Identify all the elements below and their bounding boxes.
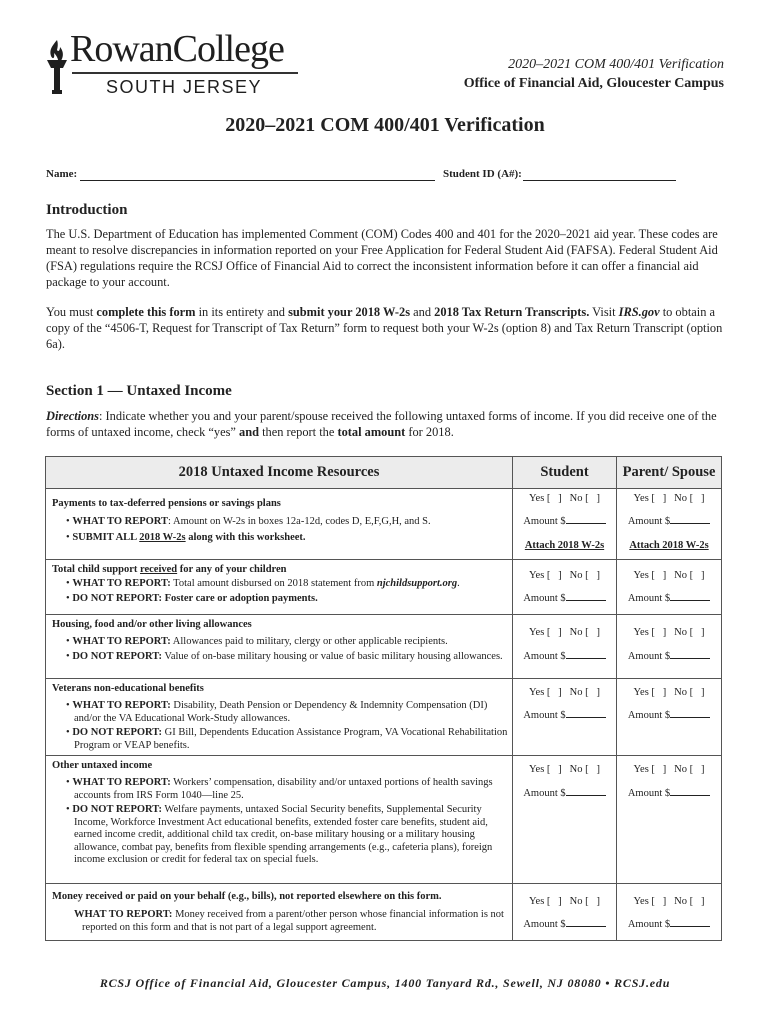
header-form-title: 2020–2021 COM 400/401 Verification (508, 57, 724, 72)
parent-amount[interactable]: Amount $ (617, 648, 721, 662)
student-amount[interactable]: Amount $ (513, 916, 616, 930)
parent-yes-no[interactable]: Yes [ ] No [ ] (633, 627, 705, 638)
parent-yes-no[interactable]: Yes [ ] No [ ] (633, 896, 705, 907)
table-row: Other untaxed income • WHAT TO REPORT: Workers’ compensation, disability and/or untaxed portions of health savings accounts from IRS Form 1040—line 25. • DO NOT REPORT: Welfare payments, untaxed Social Security benefits, Supplemental Security Income, Workforce Investment Act educational benefits, extended foster care benefits, student aid, earned income credit, additional child tax credit, on-base military housing or a military housing allowance, combat pay, benefits from flexible spending arrangements (e.g., cafeteria plans), foreign income exclusion or credit for federal tax on special fuels. Yes [ ] No [ ] Amount $ Yes [ ] No [ ] Amount $ (46, 756, 721, 884)
parent-yes-no[interactable]: Yes [ ] No [ ] (633, 493, 705, 504)
page-footer: RCSJ Office of Financial Aid, Gloucester Campus, 1400 Tanyard Rd., Sewell, NJ 08080 • RCSJ.edu (99, 976, 671, 990)
intro-heading: Introduction (46, 202, 128, 218)
name-field[interactable] (80, 180, 435, 181)
student-yes-no[interactable]: Yes [ ] No [ ] (529, 627, 600, 638)
page-title: 2020–2021 COM 400/401 Verification (225, 114, 545, 136)
section1-heading: Section 1 — Untaxed Income (46, 383, 232, 399)
student-amount[interactable]: Amount $ (513, 785, 616, 799)
col-parent-spouse: Parent/ Spouse (622, 464, 716, 480)
parent-amount[interactable]: Amount $ (617, 785, 721, 799)
parent-attach-note: Attach 2018 W-2s (629, 540, 709, 551)
table-row: Total child support received for any of your children • WHAT TO REPORT: Total amount disbursed on 2018 statement from njchildsupport.org. • DO NOT REPORT: Foster care or adoption payments. Yes [ ] No [ ] Amount $ Yes [ ] No [ ] Amount $ (46, 560, 721, 615)
parent-amount[interactable]: Amount $ (617, 513, 721, 527)
student-yes-no[interactable]: Yes [ ] No [ ] (529, 570, 600, 581)
parent-amount[interactable]: Amount $ (617, 916, 721, 930)
parent-yes-no[interactable]: Yes [ ] No [ ] (633, 764, 705, 775)
table-row: Veterans non-educational benefits • WHAT TO REPORT: Disability, Death Pension or Dependency & Indemnity Compensation (DI) and/or the VA Educational Work-Study allowances. • DO NOT REPORT: GI Bill, Dependents Education Assistance Program, VA Vocational Rehabilitation Program or VEAP benefits. Yes [ ] No [ ] Amount $ Yes [ ] No [ ] Amount $ (46, 679, 721, 756)
col-resources: 2018 Untaxed Income Resources (46, 457, 513, 488)
section1-directions: Directions: Indicate whether you and your parent/spouse received the following untaxed forms of income. If you did receive one of the forms of untaxed income, check “yes” and then report the total amount for 2018. (46, 409, 717, 439)
student-amount[interactable]: Amount $ (513, 513, 616, 527)
torch-icon (44, 38, 70, 96)
parent-amount[interactable]: Amount $ (617, 590, 721, 604)
header-office: Office of Financial Aid, Gloucester Campus (463, 76, 724, 91)
untaxed-income-table (45, 456, 722, 941)
student-yes-no[interactable]: Yes [ ] No [ ] (529, 764, 600, 775)
table-row: Housing, food and/or other living allowances • WHAT TO REPORT: Allowances paid to military, clergy or other applicable recipients. • DO NOT REPORT: Value of on-base military housing or value of basic military housing allowances. Yes [ ] No [ ] Amount $ Yes [ ] No [ ] Amount $ (46, 615, 721, 679)
student-yes-no[interactable]: Yes [ ] No [ ] (529, 896, 600, 907)
logo-wordmark: RowanCollege (70, 28, 284, 70)
logo-subtitle: SOUTH JERSEY (106, 77, 263, 97)
student-attach-note: Attach 2018 W-2s (524, 540, 605, 551)
parent-yes-no[interactable]: Yes [ ] No [ ] (633, 570, 705, 581)
instructions-paragraph: You must complete this form in its entirety and submit your 2018 W-2s and 2018 Tax Return Transcripts. Visit IRS.gov to obtain a copy of the “4506-T, Request for Transcript of Tax Return” form to request both your W-2s (option 8) and Tax Return Transcript (option 6a). (46, 305, 723, 351)
table-row: Payments to tax-deferred pensions or savings plans • WHAT TO REPORT: Amount on W-2s in boxes 12a-12d, codes D, E,F,G,H, and S. • SUBMIT ALL 2018 W-2s along with this worksheet. Yes [ ] No [ ] Amount $ Attach 2018 W-2s Yes [ ] No [ ] Amount $ Attach 2018 W-2s (46, 489, 721, 560)
student-id-label: Student ID (A#): (443, 168, 522, 180)
table-row: Money received or paid on your behalf (e.g., bills), not reported elsewhere on this form. WHAT TO REPORT: Money received from a parent/other person whose financial information is not reported on this form and that is not part of a legal support agreement. Yes [ ] No [ ] Amount $ Yes [ ] No [ ] Amount $ (46, 884, 721, 940)
parent-amount[interactable]: Amount $ (617, 707, 721, 721)
student-yes-no[interactable]: Yes [ ] No [ ] (529, 493, 600, 504)
student-amount[interactable]: Amount $ (513, 590, 616, 604)
student-yes-no[interactable]: Yes [ ] No [ ] (529, 687, 600, 698)
parent-yes-no[interactable]: Yes [ ] No [ ] (633, 687, 705, 698)
name-label: Name: (46, 168, 78, 180)
table-header (46, 457, 721, 489)
student-id-field[interactable] (523, 180, 676, 181)
logo-divider (72, 72, 298, 74)
student-amount[interactable]: Amount $ (513, 707, 616, 721)
irs-link[interactable]: IRS.gov (618, 305, 660, 319)
col-student: Student (513, 457, 617, 488)
student-amount[interactable]: Amount $ (513, 648, 616, 662)
intro-paragraph: The U.S. Department of Education has implemented Comment (COM) Codes 400 and 401 for the 2020–2021 aid year. These codes are meant to resolve discrepancies in information reported on your Free Application for Federal Student Aid (FAFSA). Federal Student Aid (FSA) regulations require the RCSJ Office of Financial Aid to correct the inconsistent information before it can offer a financial aid package to your account. (46, 227, 718, 289)
